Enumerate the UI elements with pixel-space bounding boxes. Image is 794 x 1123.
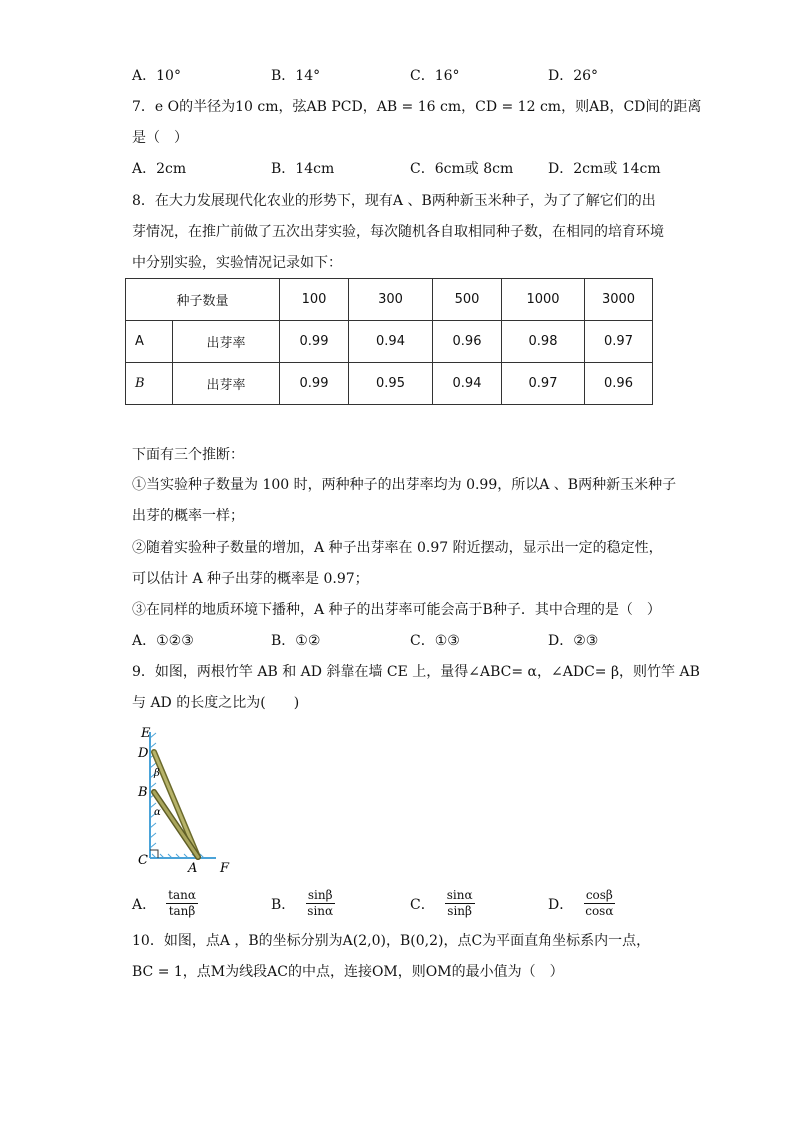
table-cell: 0.99 xyxy=(280,321,349,363)
q8-inference-2-line1: ②随着实验种子数量的增加，A 种子出芽率在 0.97 附近摆动，显示出一定的稳定性， xyxy=(132,540,663,556)
label-a: A xyxy=(188,861,198,874)
option-label: C． xyxy=(410,633,435,649)
option-label: C． xyxy=(410,68,435,84)
fraction xyxy=(583,888,615,919)
q7-option-c[interactable] xyxy=(410,159,513,179)
q7-option-b[interactable] xyxy=(271,159,334,179)
q6-option-b[interactable] xyxy=(271,66,320,86)
table-header-count: 3000 xyxy=(585,279,653,321)
option-label: A． xyxy=(132,68,157,84)
table-cell: 0.95 xyxy=(349,363,433,405)
q8-inference-1-line2: 出芽的概率一样； xyxy=(132,508,244,524)
option-text: 26° xyxy=(573,68,599,84)
label-beta: β xyxy=(154,768,160,779)
label-e: E xyxy=(141,726,151,741)
table-cell: 0.97 xyxy=(585,321,653,363)
table-row-name: B xyxy=(126,363,173,405)
table-row-label: 出芽率 xyxy=(173,363,280,405)
option-label: A． xyxy=(132,161,157,177)
q8-inference-2-line2: 可以估计 A 种子出芽的概率是 0.97； xyxy=(132,571,369,587)
option-label: C． xyxy=(410,161,435,177)
table-header-cell: 种子数量 xyxy=(126,279,280,321)
q9-stem-line2: 与 AD 的长度之比为( ) xyxy=(132,695,300,711)
option-label: A． xyxy=(132,633,157,649)
q8-option-b[interactable] xyxy=(271,631,320,651)
option-label: C． xyxy=(410,896,435,913)
q8-inference-3: ③在同样的地质环境下播种，A 种子的出芽率可能会高于B种子．其中合理的是（ ） xyxy=(132,602,661,618)
table-row xyxy=(126,363,653,405)
denominator: sinβ xyxy=(447,904,472,918)
q8-option-c[interactable] xyxy=(410,631,460,651)
option-text: ①② xyxy=(295,633,321,649)
option-label: D． xyxy=(548,633,574,649)
q6-option-c[interactable] xyxy=(410,66,460,86)
label-alpha: α xyxy=(154,807,161,818)
denominator: sinα xyxy=(307,904,334,918)
table-header-row xyxy=(126,279,653,321)
option-text: 14° xyxy=(295,68,321,84)
fraction xyxy=(445,888,475,919)
q9-stem-line1: 9．如图，两根竹竿 AB 和 AD 斜靠在墙 CE 上，量得∠ABC= α，∠ADC= β，则竹竿 AB xyxy=(132,664,700,680)
q8-stem-line1: 8．在大力发展现代化农业的形势下，现有A 、B两种新玉米种子，为了了解它们的出 xyxy=(132,193,656,209)
label-c: C xyxy=(138,853,148,868)
germination-table xyxy=(125,278,653,405)
table-cell: 0.96 xyxy=(433,321,502,363)
q8-option-a[interactable] xyxy=(132,631,194,651)
table-row-name: A xyxy=(126,321,173,363)
option-text: 2cm xyxy=(156,161,187,177)
table-header-count: 300 xyxy=(349,279,433,321)
table-cell: 0.94 xyxy=(349,321,433,363)
option-label: A． xyxy=(132,896,157,913)
table-cell: 0.96 xyxy=(585,363,653,405)
numerator: sinα xyxy=(446,888,473,902)
table-row-label: 出芽率 xyxy=(173,321,280,363)
denominator: cosα xyxy=(585,904,614,918)
q8-inference-1-line1: ①当实验种子数量为 100 时，两种种子的出芽率均为 0.99，所以A 、B两种新玉米种子 xyxy=(132,477,677,493)
q8-option-d[interactable] xyxy=(548,631,598,651)
option-text: 10° xyxy=(156,68,181,84)
q10-stem-line1: 10．如图，点A ，B的坐标分别为A(2,0)，B(0,2)，点C为平面直角坐标系内一点， xyxy=(132,933,651,949)
table-cell: 0.98 xyxy=(502,321,585,363)
q9-option-d[interactable] xyxy=(548,888,615,919)
q7-stem-line1: 7．e O的半径为10 cm，弦AB PCD，AB = 16 cm，CD = 12 cm，则AB，CD间的距离 xyxy=(132,99,702,115)
option-label: D． xyxy=(548,161,574,177)
q6-options xyxy=(132,66,692,86)
q6-option-d[interactable] xyxy=(548,66,598,86)
right-angle-mark xyxy=(150,850,158,858)
label-f: F xyxy=(220,861,230,874)
q7-option-d[interactable] xyxy=(548,159,661,179)
label-b: B xyxy=(138,785,148,800)
numerator: cosβ xyxy=(585,888,613,902)
q8-inference-intro: 下面有三个推断： xyxy=(132,447,244,463)
option-label: D． xyxy=(548,68,574,84)
q10-stem-line2: BC = 1，点M为线段AC的中点，连接OM，则OM的最小值为（ ） xyxy=(132,964,564,980)
table-header-count: 500 xyxy=(433,279,502,321)
q9-option-b[interactable] xyxy=(271,888,335,919)
q6-option-a[interactable] xyxy=(132,66,181,86)
q8-options xyxy=(132,631,692,651)
option-text: 2cm或 14cm xyxy=(573,161,661,177)
q7-option-a[interactable] xyxy=(132,159,186,179)
option-text: ①②③ xyxy=(156,633,194,649)
option-label: B． xyxy=(271,161,296,177)
option-text: 6cm或 8cm xyxy=(434,161,514,177)
numerator: tanα xyxy=(168,888,196,902)
table-cell: 0.99 xyxy=(280,363,349,405)
q7-stem-line2: 是（ ） xyxy=(132,130,188,146)
bamboo-wall-figure xyxy=(134,724,238,874)
denominator: tanβ xyxy=(168,904,196,918)
table-row xyxy=(126,321,653,363)
option-label: B． xyxy=(271,68,296,84)
q8-stem-line2: 芽情况，在推广前做了五次出芽实验，每次随机各自取相同种子数，在相同的培育环境 xyxy=(132,224,664,240)
option-label: B． xyxy=(271,896,296,913)
q9-option-a[interactable] xyxy=(132,888,198,919)
label-d: D xyxy=(138,746,149,761)
q8-stem-line3: 中分别实验，实验情况记录如下： xyxy=(132,255,342,271)
option-text: ①③ xyxy=(434,633,460,649)
numerator: sinβ xyxy=(307,888,333,902)
option-text: 16° xyxy=(434,68,460,84)
fraction xyxy=(305,888,335,919)
option-label: B． xyxy=(271,633,296,649)
option-text: 14cm xyxy=(295,161,335,177)
option-text: ②③ xyxy=(573,633,599,649)
table-header-count: 1000 xyxy=(502,279,585,321)
fraction xyxy=(166,888,198,919)
q9-option-c[interactable] xyxy=(410,888,475,919)
option-label: D． xyxy=(548,896,574,913)
table-header-count: 100 xyxy=(280,279,349,321)
table-cell: 0.97 xyxy=(502,363,585,405)
q7-options xyxy=(132,159,692,179)
table-cell: 0.94 xyxy=(433,363,502,405)
